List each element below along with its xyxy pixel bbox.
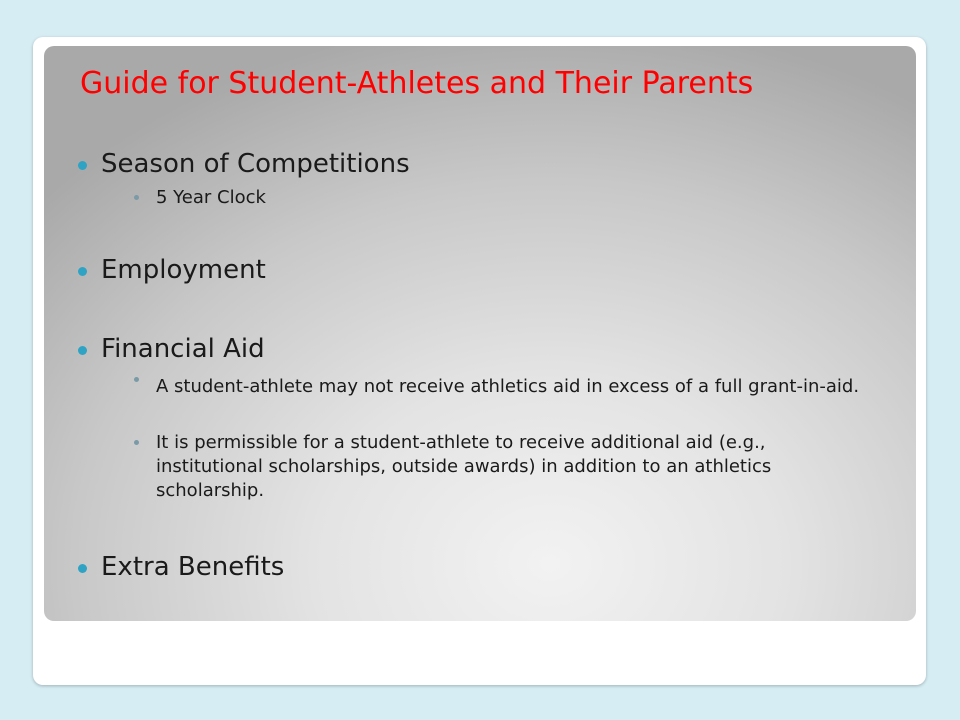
slide-title: Guide for Student-Athletes and Their Parents — [80, 66, 754, 101]
subbullet-athletics-aid-limit — [134, 375, 874, 399]
bullet-dot-icon — [78, 564, 87, 573]
bullet-label: Extra Benefits — [101, 552, 285, 582]
subbullet-text: It is permissible for a student-athlete to receive additional aid (e.g., institutional scholarships, outside awards) in addition to an athletics scholarship. — [156, 432, 772, 501]
subbullet-dot-icon — [134, 195, 139, 200]
bullet-label: Financial Aid — [101, 334, 265, 364]
bullet-dot-icon — [78, 161, 87, 170]
bullet-dot-icon — [78, 346, 87, 355]
subbullet-dot-icon — [134, 440, 139, 445]
bullet-dot-icon — [78, 267, 87, 276]
subbullet-additional-aid — [134, 431, 874, 503]
bullet-label: Employment — [101, 255, 266, 285]
bullet-label: Season of Competitions — [101, 149, 410, 179]
subbullet-text: A student-athlete may not receive athletics aid in excess of a full grant-in-aid. — [156, 376, 860, 397]
subbullet-dot-icon — [134, 377, 139, 382]
subbullet-text: 5 Year Clock — [156, 187, 266, 208]
subbullet-5-year-clock — [134, 186, 874, 210]
